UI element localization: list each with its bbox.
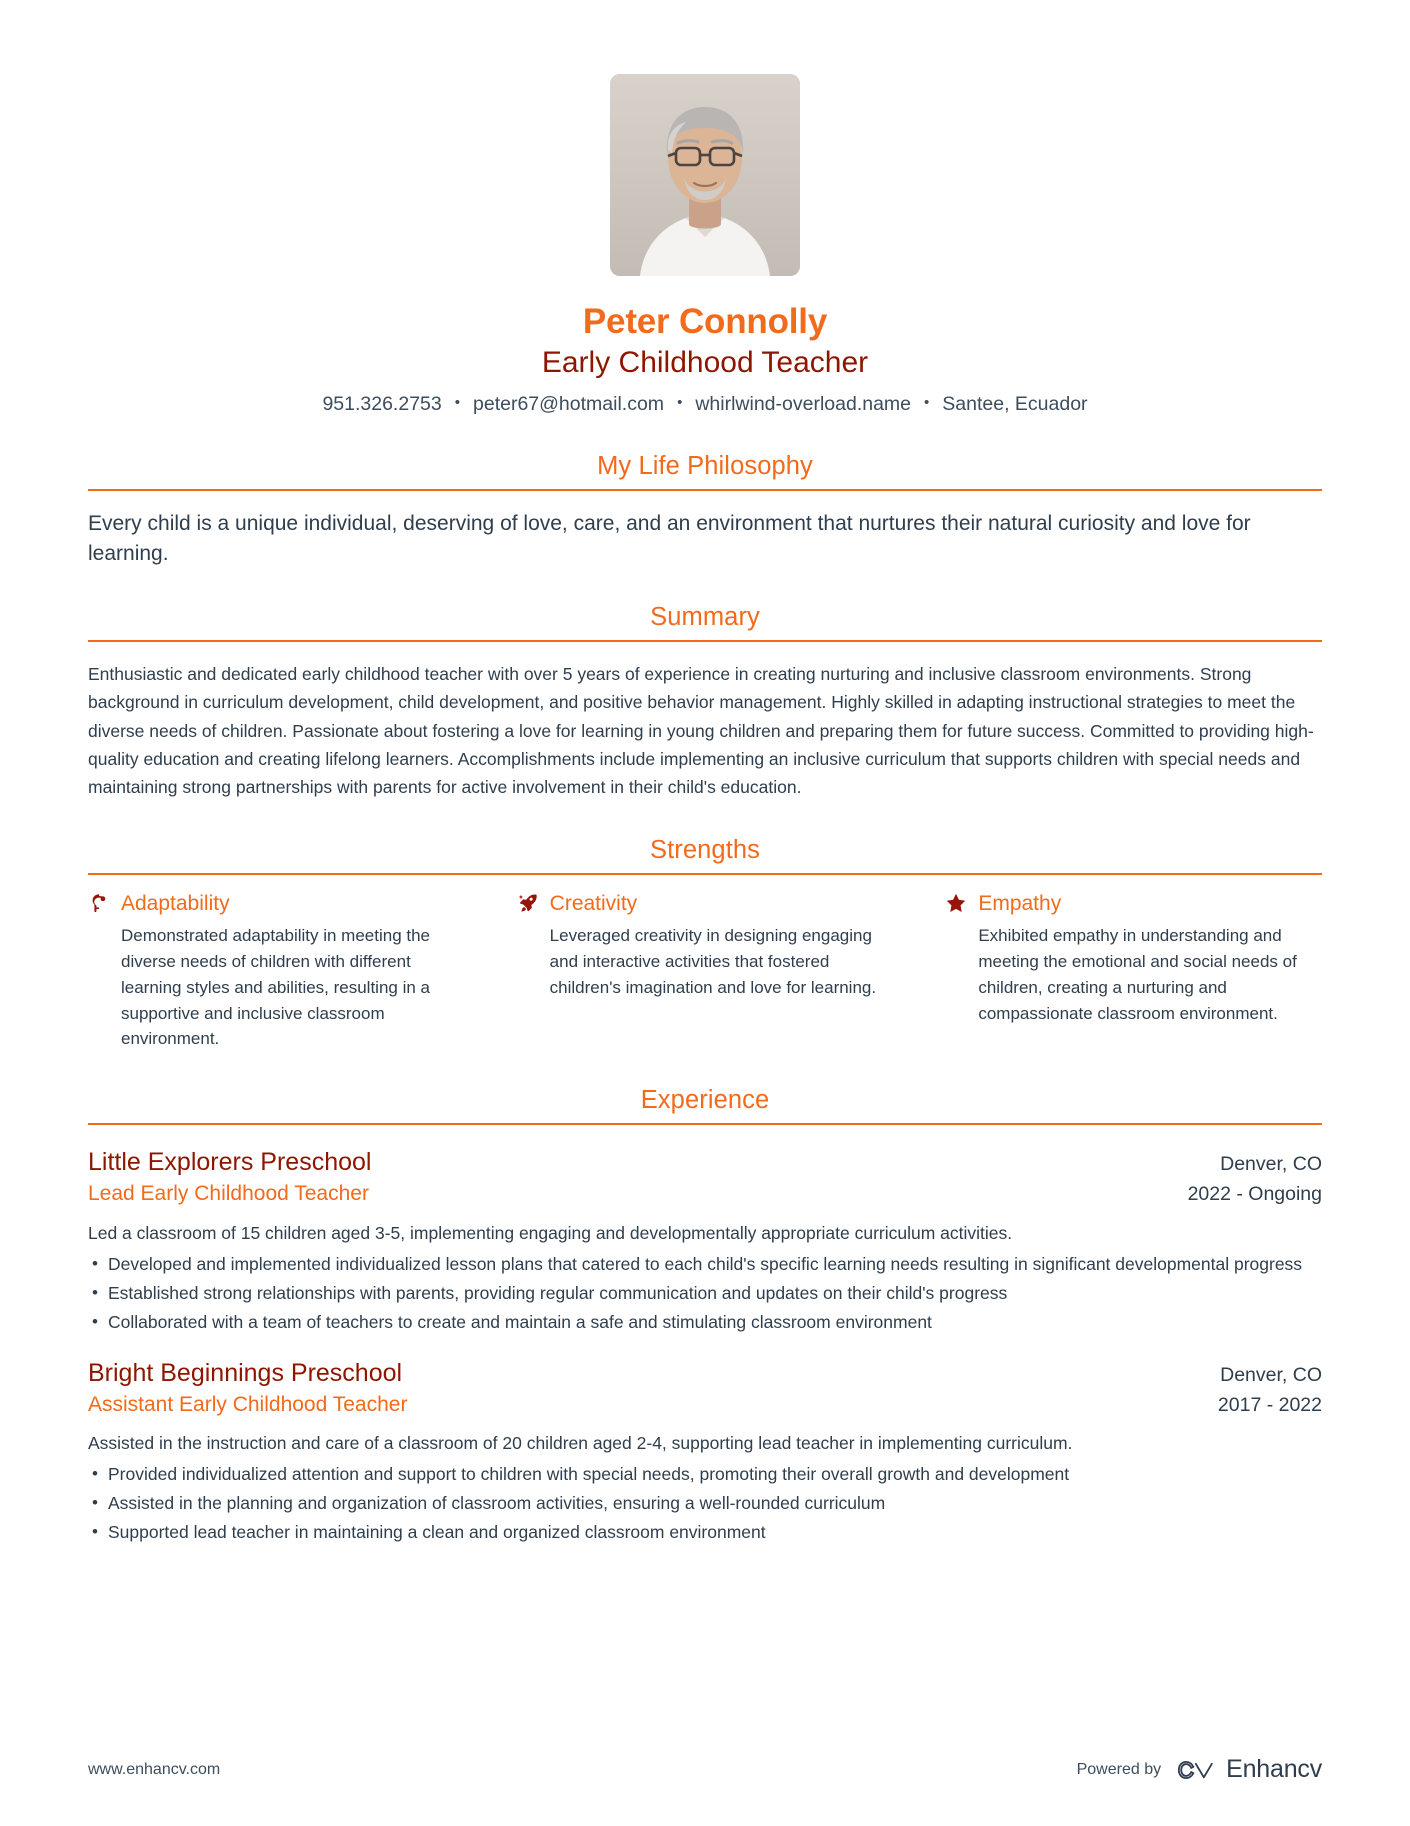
experience-bullet: • Established strong relationships with parents, providing regular communication and updates on their child's progress (88, 1281, 1322, 1307)
experience-role: Assistant Early Childhood Teacher (88, 1392, 408, 1416)
experience-summary: Assisted in the instruction and care of a classroom of 20 children aged 2-4, supporting lead teacher in implementing curriculum. (88, 1433, 1073, 1454)
photo-wrapper (88, 74, 1322, 276)
experience-company: Little Explorers Preschool (88, 1148, 372, 1177)
experience-company: Bright Beginnings Preschool (88, 1358, 403, 1387)
experience-entry (88, 1147, 1322, 1335)
powered-by-label: Powered by (1076, 1760, 1162, 1778)
footer-website-url[interactable]: www.enhancv.com (88, 1760, 221, 1778)
job-title: Early Childhood Teacher (541, 346, 869, 380)
summary-body (88, 642, 1322, 802)
profile-photo-illustration (610, 74, 800, 276)
section-title-summary: Summary (650, 603, 760, 632)
head-brain-icon (88, 892, 110, 914)
experience-dates: 2022 - Ongoing (1187, 1183, 1322, 1206)
experience-bullet-list (88, 1252, 1322, 1336)
section-philosophy (88, 452, 1322, 569)
experience-entry-sub (88, 1392, 1322, 1418)
experience-entry-top (88, 1358, 1322, 1389)
contact-website[interactable]: whirlwind-overload.name (695, 393, 912, 416)
section-title-experience: Experience (640, 1086, 770, 1115)
section-strengths (88, 836, 1322, 1052)
page-footer (88, 1755, 1322, 1784)
experience-location: Denver, CO (1220, 1153, 1322, 1176)
strength-description: Demonstrated adaptability in meeting the diverse needs of children with different learning styles and abilities, resulting in a supportive and inclusive classroom environment. (121, 926, 431, 1049)
strength-description: Leveraged creativity in designing engaging and interactive activities that fostered children's imagination and love for learning. (549, 926, 877, 997)
section-summary (88, 603, 1322, 802)
experience-bullet: • Collaborated with a team of teachers to create and maintain a safe and stimulating classroom environment (88, 1310, 1322, 1336)
experience-bullet: • Assisted in the planning and organization of classroom activities, ensuring a well-rounded curriculum (88, 1491, 1322, 1517)
experience-summary: Led a classroom of 15 children aged 3-5, implementing engaging and developmentally appropriate curriculum activities. (88, 1222, 1013, 1243)
contact-separator-icon: • (677, 394, 683, 412)
strength-header (517, 891, 894, 916)
resume-header (88, 0, 1322, 418)
experience-entry-top (88, 1147, 1322, 1178)
summary-text: Enthusiastic and dedicated early childhood teacher with over 5 years of experience in creating nurturing and inclusive classroom environments. Strong background in curriculum development, child development, and positive behavior management. Highly skilled in adapting instructional strategies to meet the diverse needs of children. Passionate about fostering a love for learning in young children and preparing them for future success. Committed to providing high-quality education and creating lifelong learners. Accomplishments include implementing an inclusive curriculum that supports children with special needs and maintaining strong partnerships with parents for active involvement in their child's education. (88, 664, 1314, 798)
strength-title: Adaptability (121, 891, 230, 915)
strength-title: Empathy (978, 891, 1062, 915)
page-title: Peter Connolly (582, 302, 828, 341)
contact-separator-icon: • (924, 394, 930, 412)
experience-bullet: • Developed and implemented individualized lesson plans that catered to each child's specific learning needs resulting in significant developmental progress (88, 1252, 1322, 1278)
experience-entry (88, 1358, 1322, 1546)
experience-role: Lead Early Childhood Teacher (88, 1182, 369, 1206)
philosophy-text: Every child is a unique individual, deserving of love, care, and an environment that nurtures their natural curiosity and love for learning. (88, 512, 1251, 566)
contact-email[interactable]: peter67@hotmail.com (473, 393, 665, 416)
contact-location: Santee, Ecuador (942, 393, 1088, 416)
contact-separator-icon: • (454, 394, 460, 412)
strength-item (88, 891, 465, 1052)
footer-branding (1077, 1755, 1322, 1784)
star-icon (945, 892, 967, 914)
contact-line (88, 391, 1322, 418)
strengths-grid (88, 875, 1322, 1052)
contact-phone[interactable]: 951.326.2753 (322, 393, 442, 416)
experience-dates: 2017 - 2022 (1217, 1393, 1322, 1416)
strength-header (945, 891, 1322, 916)
experience-body (88, 1125, 1322, 1546)
rocket-spark-icon (517, 892, 539, 914)
philosophy-body (88, 491, 1322, 569)
strength-item (517, 891, 894, 1052)
section-title-strengths: Strengths (649, 835, 761, 864)
section-experience (88, 1086, 1322, 1546)
enhancv-brand-name: Enhancv (1226, 1755, 1322, 1783)
section-title-philosophy: My Life Philosophy (597, 452, 813, 481)
strength-title: Creativity (549, 891, 638, 915)
avatar (610, 74, 800, 276)
enhancv-logo-icon (1175, 1757, 1217, 1783)
strength-item (945, 891, 1322, 1052)
experience-bullet-list (88, 1462, 1322, 1546)
strength-description: Exhibited empathy in understanding and meeting the emotional and social needs of children, creating a nurturing and compassionate classroom environment. (978, 926, 1297, 1023)
strength-header (88, 891, 465, 916)
experience-bullet: • Provided individualized attention and support to children with special needs, promoting their overall growth and development (88, 1462, 1322, 1488)
experience-entry-sub (88, 1181, 1322, 1207)
experience-bullet: • Supported lead teacher in maintaining a clean and organized classroom environment (88, 1520, 1322, 1546)
enhancv-brand (1175, 1755, 1322, 1784)
experience-location: Denver, CO (1220, 1363, 1322, 1386)
